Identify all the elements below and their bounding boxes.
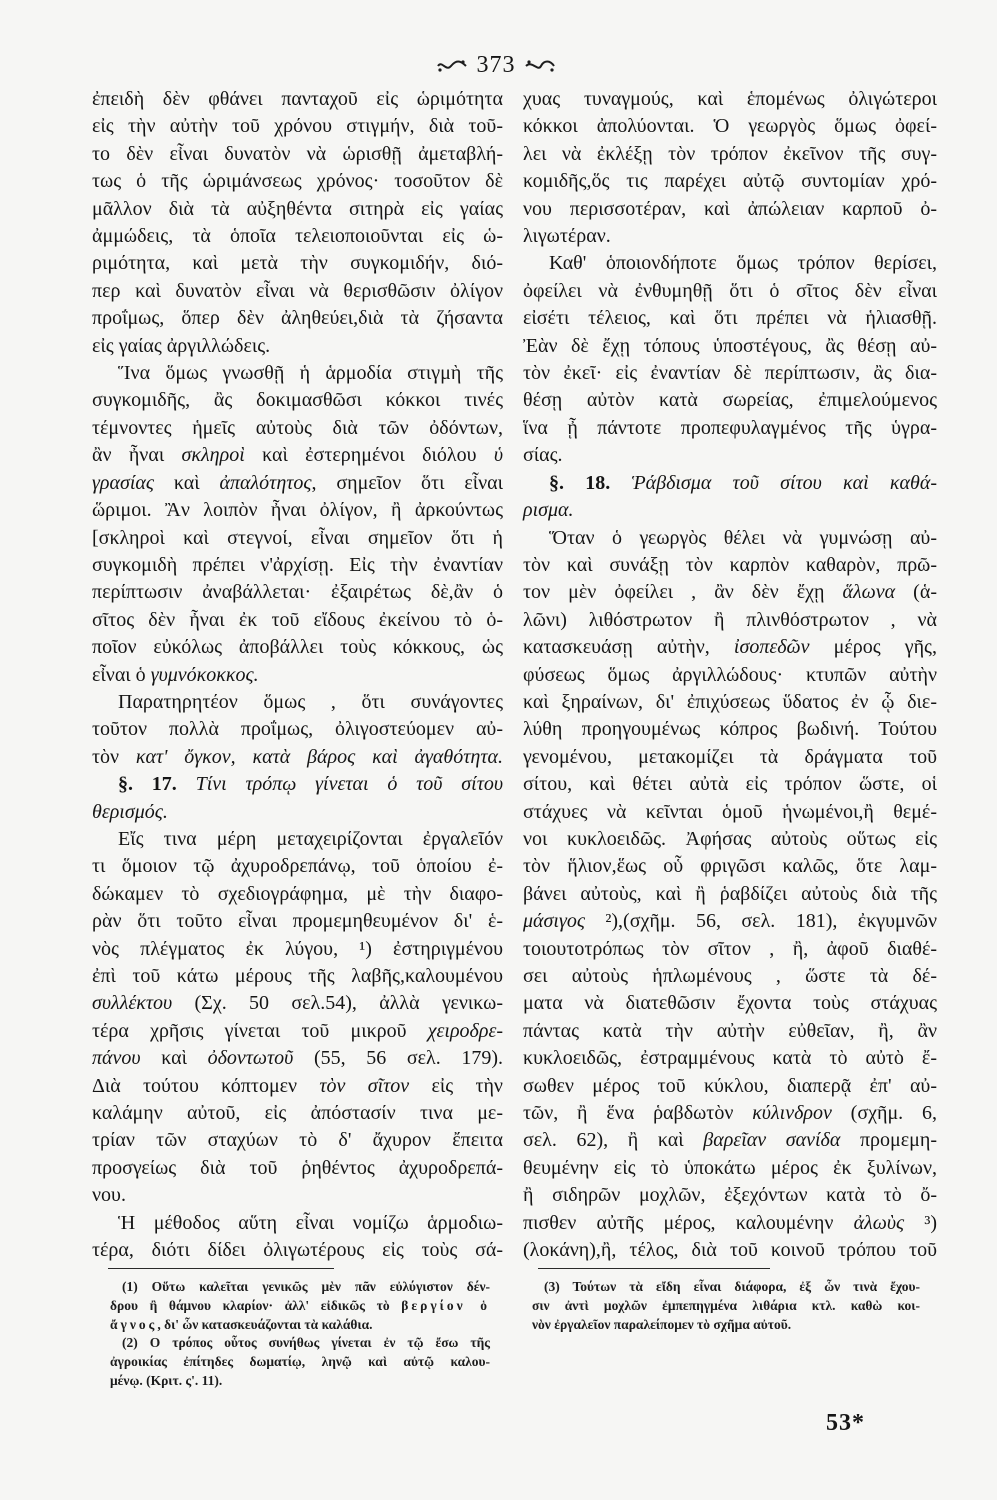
text-segment: το δὲν εἶναι δυνατὸν νὰ ὡρισθῇ ἀμεταβλή- bbox=[92, 142, 503, 165]
italic-text: θερισμός. bbox=[92, 800, 168, 823]
text-segment: (55, 56 σελ. 179). bbox=[293, 1047, 503, 1070]
text-segment: τὸν καὶ συνάξῃ τὸν καρπὸν καθαρὸν, πρῶ- bbox=[523, 553, 937, 576]
spaced-text: ἄγνος bbox=[110, 1316, 158, 1332]
text-segment: φύσεως ὅμως ἀργιλλώδους· κτυπῶν αὐτὴν bbox=[523, 663, 937, 686]
text-line bbox=[92, 86, 503, 113]
text-segment: προσγείως διὰ τοῦ ῥηθέντος ἀχυροδρεπά- bbox=[92, 1156, 503, 1179]
text-line bbox=[92, 415, 503, 442]
text-segment: λύθη προηγουμένως κόπρος βωδινή. Τούτου bbox=[523, 718, 937, 741]
text-line bbox=[523, 497, 937, 524]
italic-text: γρασίας bbox=[92, 471, 155, 494]
italic-text: Ῥάβδισμα τοῦ σίτου καὶ καθά- bbox=[631, 471, 938, 494]
text-line bbox=[92, 497, 503, 524]
text-segment: προΐμως, ὅπερ δὲν ἀληθεύει,διὰ τὰ ζήσαντα bbox=[92, 307, 503, 330]
text-segment: μένῳ. (Κριτ. ς'. 11). bbox=[110, 1372, 223, 1388]
text-line bbox=[523, 662, 937, 689]
page-number: 373 bbox=[476, 52, 516, 78]
ornament-right-icon bbox=[524, 58, 556, 74]
text-segment: (σχῆμ. 6, bbox=[831, 1102, 937, 1125]
text-line bbox=[92, 1155, 503, 1182]
text-segment: περίπτωσιν ἀναβάλλεται· ἐξαιρέτως δὲ,ἂν ὁ bbox=[92, 581, 503, 604]
text-line bbox=[523, 278, 937, 305]
text-segment: τέρα χρῆσις γίνεται τοῦ μικροῦ bbox=[92, 1019, 428, 1042]
text-segment: Ἵνα ὅμως γνωσθῇ ἡ ἁρμοδία στιγμὴ τῆς bbox=[118, 362, 503, 385]
text-line bbox=[523, 771, 937, 798]
text-segment: καὶ ἐστερημένοι διόλου bbox=[244, 444, 494, 467]
text-line bbox=[92, 387, 503, 414]
text-segment: τέρα, διότι δίδει ὀλιγωτέρους εἰς τοὺς σά- bbox=[92, 1239, 503, 1262]
italic-text: χειροδρε- bbox=[427, 1019, 503, 1042]
text-line bbox=[523, 333, 937, 360]
text-segment: κυκλοειδῶς, ἐστραμμένους κατὰ τὸ αὐτὸ ἔ- bbox=[523, 1047, 937, 1070]
text-segment: χυας τυναγμούς, καὶ ἑπομένως ὀλιγώτεροι bbox=[523, 88, 937, 110]
text-line bbox=[523, 634, 937, 661]
text-segment: (3) Τούτων τὰ εἴδη εἶναι διάφορα, ἐξ ὧν τινὰ ἔχου- bbox=[544, 1279, 920, 1294]
text-segment: Διὰ τούτου κόπτομεν bbox=[92, 1074, 320, 1097]
text-segment: θέσῃ αὐτὸν κατὰ σωρείας, ἐπιμελούμενος bbox=[523, 389, 937, 412]
bold-text: §. 18. bbox=[549, 471, 611, 494]
text-line bbox=[523, 525, 937, 552]
text-segment: νου. bbox=[92, 1184, 126, 1207]
text-line bbox=[92, 662, 503, 689]
text-segment: καὶ bbox=[154, 471, 220, 494]
text-line bbox=[92, 799, 503, 826]
text-segment: βάνει αὐτοὺς, καὶ ἢ ῥαβδίζει αὐτοὺς διὰ τῆς bbox=[523, 882, 937, 905]
text-line bbox=[523, 579, 937, 606]
footnotes-left bbox=[110, 1278, 490, 1391]
text-line bbox=[523, 1210, 937, 1237]
signature-mark: 53* bbox=[826, 1410, 865, 1436]
text-segment: ἀμμώδεις, τὰ ὁποῖα τελειοποιοῦνται εἰς ὡ- bbox=[92, 225, 503, 248]
text-line bbox=[523, 168, 937, 195]
bold-text: §. 17. bbox=[118, 773, 177, 796]
text-line bbox=[523, 881, 937, 908]
text-line bbox=[92, 360, 503, 387]
text-segment: Ἡ μέθοδος αὕτη εἶναι νομίζω ἁρμοδιω- bbox=[118, 1211, 503, 1234]
text-line bbox=[523, 1018, 937, 1045]
text-line bbox=[92, 579, 503, 606]
text-segment: σωθεν μέρος τοῦ κύκλου, διαπερᾷ ἐπ' αὐ- bbox=[523, 1074, 937, 1097]
text-line bbox=[92, 689, 503, 716]
text-line bbox=[523, 799, 937, 826]
italic-text: κατ' ὄγκον, κατὰ βάρος καὶ ἀγαθότητα. bbox=[135, 745, 503, 768]
text-segment: γενομένου, μετακομίζει τὰ δράγματα τοῦ bbox=[523, 745, 937, 768]
text-segment: ριμότητα, καὶ μετὰ τὴν συγκομιδήν, διό- bbox=[92, 252, 503, 275]
text-segment: νὸς πλέγματος ἐκ λύγου, ¹) ἐστηριγμένου bbox=[92, 937, 503, 960]
text-segment: εἰσέτι τέλειος, καὶ ὅτι πρέπει νὰ ἡλιασθῇ. bbox=[523, 307, 937, 330]
italic-text: μάσιγος bbox=[523, 910, 585, 933]
text-line bbox=[92, 1210, 503, 1237]
text-segment: μᾶλλον διὰ τὰ αὐξηθέντα σιτηρὰ εἰς γαίας bbox=[92, 197, 503, 220]
text-line bbox=[523, 387, 937, 414]
italic-text: πάνου bbox=[92, 1047, 141, 1070]
text-line bbox=[92, 470, 503, 497]
text-line bbox=[92, 223, 503, 250]
text-line bbox=[92, 278, 503, 305]
footnote-line bbox=[110, 1372, 490, 1391]
text-segment bbox=[610, 472, 631, 494]
text-line bbox=[92, 141, 503, 168]
text-segment: τως ὁ τῆς ὡριμάνσεως χρόνος· τοσοῦτον δὲ bbox=[92, 170, 503, 193]
text-line bbox=[92, 716, 503, 743]
text-line bbox=[523, 1182, 937, 1209]
text-line bbox=[92, 1045, 503, 1072]
footnote-line bbox=[532, 1278, 920, 1297]
text-segment: λιγωτέραν. bbox=[523, 225, 611, 248]
text-segment: εἰς τὴν αὐτὴν τοῦ χρόνου στιγμήν, διὰ τοῦ- bbox=[92, 115, 503, 138]
text-segment: (ἁ- bbox=[895, 581, 937, 604]
text-line bbox=[92, 525, 503, 552]
text-segment: ποῖον εὐκόλως ἀποβάλλει τοὺς κόκκους, ὡς bbox=[92, 636, 503, 659]
right-column bbox=[523, 86, 937, 1264]
text-line bbox=[523, 305, 937, 332]
text-line bbox=[92, 963, 503, 990]
text-line bbox=[523, 1100, 937, 1127]
text-segment: κατασκευάσῃ αὐτὴν, bbox=[523, 636, 734, 659]
text-line bbox=[523, 744, 937, 771]
text-segment: στάχυες νὰ κεῖνται ὁμοῦ ἡνωμένοι,ἢ θεμέ- bbox=[523, 800, 937, 823]
text-segment: δώκαμεν τὸ σχεδιογράφημα, μὲ τὴν διαφο- bbox=[92, 882, 503, 905]
text-segment: [σκληροὶ καὶ στεγνοί, εἶναι σημεῖον ὅτι ἡ bbox=[92, 526, 503, 549]
text-line bbox=[92, 607, 503, 634]
text-segment: Εἴς τινα μέρη μεταχειρίζονται ἐργαλεῖόν bbox=[118, 827, 503, 850]
footnote-rule-right bbox=[538, 1268, 770, 1269]
text-line bbox=[92, 936, 503, 963]
text-line bbox=[523, 470, 937, 497]
text-line bbox=[523, 1127, 937, 1154]
text-segment: ἵνα ᾖ πάντοτε προπεφυλαγμένος τῆς ὑγρα- bbox=[523, 416, 937, 439]
text-segment: τὸν ἐκεῖ· εἰς ἐναντίαν δὲ περίπτωσιν, ἂς δια- bbox=[523, 362, 937, 385]
text-line bbox=[92, 908, 503, 935]
text-line bbox=[523, 196, 937, 223]
text-segment: εἰς γαίας ἀργιλλώδεις. bbox=[92, 334, 271, 357]
text-line bbox=[92, 634, 503, 661]
text-line bbox=[523, 360, 937, 387]
text-line bbox=[523, 990, 937, 1017]
text-segment: σῖτος δὲν ἦναι ἐκ τοῦ εἴδους ἐκείνου τὸ ὁ- bbox=[92, 608, 503, 631]
text-line bbox=[523, 607, 937, 634]
text-segment: συγκομιδῆς, ἂς δοκιμασθῶσι κόκκοι τινές bbox=[92, 389, 503, 412]
text-segment: , δι' ὧν κατασκευάζονται τὰ καλάθια. bbox=[157, 1316, 373, 1332]
text-segment: μέρος γῆς, bbox=[809, 636, 937, 659]
text-segment: ὥριμοι. Ἂν λοιπὸν ἦναι ὀλίγον, ἢ ἀρκούντως bbox=[92, 499, 503, 522]
text-segment: (Σχ. 50 σελ.54), ἀλλὰ γενικω- bbox=[172, 992, 503, 1015]
text-line bbox=[92, 853, 503, 880]
text-line bbox=[523, 716, 937, 743]
text-line bbox=[92, 990, 503, 1017]
text-line bbox=[523, 113, 937, 140]
text-line bbox=[523, 141, 937, 168]
text-segment: ἐπειδὴ δὲν φθάνει πανταχοῦ εἰς ὡριμότητα bbox=[92, 88, 503, 110]
text-segment: καὶ bbox=[140, 1047, 208, 1070]
italic-text: ὑ bbox=[493, 444, 504, 467]
footnote-line bbox=[532, 1316, 920, 1335]
ornament-left-icon bbox=[436, 58, 468, 74]
footnote-line bbox=[110, 1316, 490, 1335]
text-line bbox=[523, 552, 937, 579]
text-segment: τῶν, ἢ ἕνα ῥαβδωτὸν bbox=[523, 1102, 753, 1125]
text-segment: ³) bbox=[904, 1211, 937, 1234]
text-segment: τέμνοντες ἡμεῖς αὐτοὺς διὰ τῶν ὀδόντων, bbox=[92, 416, 503, 439]
spaced-text: βεργίον ὁ bbox=[401, 1297, 490, 1313]
text-segment: ἀγροικίας ἐπίτηδες δωματίῳ, ληνῷ καὶ αὐτῷ καλου- bbox=[110, 1354, 490, 1370]
text-line bbox=[523, 442, 937, 469]
text-line bbox=[92, 333, 503, 360]
text-segment bbox=[177, 773, 196, 795]
text-segment: νου περισσοτέραν, καὶ ἀπώλειαν καρποῦ ὀ- bbox=[523, 197, 937, 220]
footnote-line bbox=[532, 1297, 920, 1316]
text-segment: Παρατηρητέον ὅμως , ὅτι συνάγοντες bbox=[118, 690, 503, 713]
italic-text: ρισμα. bbox=[523, 499, 574, 522]
text-segment: ματα νὰ διατεθῶσιν ἔχοντα τοὺς στάχυας bbox=[523, 992, 937, 1015]
italic-text: ἅλωνα bbox=[842, 581, 896, 604]
text-segment: καὶ ξηραίνων, δι' ἐπιχύσεως ὕδατος ἐν ᾧ διε- bbox=[523, 690, 937, 713]
text-segment: , σημεῖον ὅτι εἶναι bbox=[311, 471, 503, 494]
text-segment: (2) Ο τρόπος οὗτος συνήθως γίνεται ἐν τῷ ἔσω τῆς bbox=[122, 1335, 490, 1351]
text-segment: τὸν ἥλιον,ἕως οὗ φριγῶσι καλῶς, ὅτε λαμ- bbox=[523, 855, 937, 878]
text-segment: τοιουτοτρόπως τὸν σῖτον , ἢ, ἀφοῦ διαθέ- bbox=[523, 937, 937, 960]
italic-text: ὀδοντωτοῦ bbox=[207, 1047, 294, 1070]
text-line bbox=[523, 853, 937, 880]
text-segment: ρὰν ὅτι τοῦτο εἶναι προμεμηθευμένον δι' ἑ- bbox=[92, 910, 503, 933]
footnote-line bbox=[110, 1278, 490, 1297]
text-segment: (λοκάνη),ἢ, τέλος, διὰ τοῦ κοινοῦ τρόπου τοῦ bbox=[523, 1239, 937, 1262]
text-line bbox=[92, 168, 503, 195]
text-line bbox=[523, 826, 937, 853]
footnote-line bbox=[110, 1353, 490, 1372]
text-line bbox=[92, 250, 503, 277]
text-segment: σελ. 62), ἢ καὶ bbox=[523, 1129, 704, 1152]
text-line bbox=[523, 936, 937, 963]
italic-text: σκληροὶ bbox=[181, 444, 245, 467]
text-segment: νὸν ἐργαλεῖον παραλείπομεν τὸ σχῆμα αὐτοῦ. bbox=[532, 1316, 792, 1332]
text-line bbox=[523, 689, 937, 716]
text-segment: θευμένην εἰς τὸ ὑποκάτω μέρος ἐκ ξυλίνων, bbox=[523, 1156, 937, 1179]
text-segment: καλάμην αὐτοῦ, εἰς ἀπόστασίν τινα με- bbox=[92, 1102, 503, 1125]
text-line bbox=[92, 744, 503, 771]
italic-text: ἀπαλότητος bbox=[219, 471, 312, 494]
text-line bbox=[92, 305, 503, 332]
text-line bbox=[92, 1073, 503, 1100]
text-segment: κομιδῆς,ὅς τις παρέχει αὐτῷ συντομίαν χρό- bbox=[523, 170, 937, 193]
text-segment: λῶνι) λιθόστρωτον ἢ πλινθόστρωτον , νὰ bbox=[523, 608, 937, 631]
text-segment: περ καὶ δυνατὸν εἶναι νὰ θερισθῶσιν ὀλίγον bbox=[92, 279, 503, 302]
italic-text: ἰσοπεδῶν bbox=[733, 636, 810, 659]
footnote-line bbox=[110, 1334, 490, 1353]
footnotes-right bbox=[532, 1278, 920, 1334]
text-segment: ²),(σχῆμ. 56, σελ. 181), ἐκγυμνῶν bbox=[584, 910, 937, 933]
text-line bbox=[523, 86, 937, 113]
text-segment: τοῦτον πολλὰ προΐμως, ὀλιγοστεύομεν αὐ- bbox=[92, 718, 503, 741]
text-segment: Καθ' ὁποιονδήποτε ὅμως τρόπον θερίσει, bbox=[549, 252, 937, 275]
italic-text: ἀλωὺς bbox=[853, 1211, 905, 1234]
text-line bbox=[92, 1100, 503, 1127]
text-line bbox=[92, 826, 503, 853]
text-line bbox=[523, 908, 937, 935]
text-segment: ἂν ἦναι bbox=[92, 444, 182, 467]
text-segment: νοι κυκλοειδῶς. Ἀφήσας αὐτοὺς οὕτως εἰς bbox=[523, 827, 937, 850]
text-segment: (1) Οὕτω καλεῖται γενικῶς μὲν πᾶν εὐλύγιστον δέν- bbox=[122, 1279, 490, 1294]
italic-text: κύλινδρον bbox=[752, 1102, 832, 1125]
text-line bbox=[92, 442, 503, 469]
text-line bbox=[523, 1155, 937, 1182]
text-line bbox=[92, 881, 503, 908]
text-segment: τον μὲν ὀφείλει , ἂν δὲν ἔχῃ bbox=[523, 581, 843, 604]
text-segment: ἐπὶ τοῦ κάτω μέρους τῆς λαβῆς,καλουμένου bbox=[92, 965, 503, 987]
text-segment: σει αὐτοὺς ἡπλωμένους , ὥστε τὰ δέ- bbox=[523, 965, 937, 987]
text-segment: σίτου, καὶ θέτει αὐτὰ εἰς τρόπον ὥστε, οἱ bbox=[523, 773, 937, 796]
text-segment: εἶναι ὁ bbox=[92, 663, 151, 686]
text-segment: τὸν bbox=[92, 745, 136, 768]
text-segment: προμεμη- bbox=[840, 1129, 938, 1152]
text-line bbox=[92, 1237, 503, 1264]
italic-text: συλλέκτου bbox=[92, 992, 173, 1015]
text-line bbox=[92, 771, 503, 798]
footnote-rule-left bbox=[108, 1268, 334, 1269]
text-line bbox=[92, 113, 503, 140]
text-line bbox=[92, 1127, 503, 1154]
text-segment: σιν ἀντὶ μοχλῶν ἐμπεπηγμένα λιθάρια κτλ. καθὼ κοι- bbox=[532, 1297, 920, 1313]
text-segment: πάντας κατὰ τὴν αὐτὴν εὐθεῖαν, ἢ, ἂν bbox=[523, 1019, 937, 1042]
text-segment: πισθεν αὐτῆς μέρος, καλουμένην bbox=[523, 1211, 854, 1234]
italic-text: βαρεῖαν σανίδα bbox=[703, 1129, 841, 1152]
text-segment: κόκκοι ἀπολύονται. Ὁ γεωργὸς ὅμως ὀφεί- bbox=[523, 115, 937, 138]
text-segment: συγκομιδὴ πρέπει ν'ἀρχίσῃ. Εἰς τὴν ἐναντίαν bbox=[92, 553, 503, 576]
text-segment: Ἐὰν δὲ ἔχῃ τόπους ὑποστέγους, ἂς θέσῃ αὐ- bbox=[523, 334, 937, 357]
text-line bbox=[92, 1182, 503, 1209]
text-segment: εἰς τὴν bbox=[409, 1074, 503, 1097]
text-segment: ἢ σιδηρῶν μοχλῶν, ἐξεχόντων κατὰ τὸ ὄ- bbox=[523, 1184, 937, 1207]
text-segment: Ὅταν ὁ γεωργὸς θέλει νὰ γυμνώσῃ αὐ- bbox=[549, 526, 937, 549]
text-line bbox=[92, 552, 503, 579]
text-segment: σίας. bbox=[523, 444, 563, 467]
text-segment: λει νὰ ἐκλέξῃ τὸν τρόπον ἐκεῖνον τῆς συγ- bbox=[523, 142, 937, 165]
text-segment: ὀφείλει νὰ ἐνθυμηθῇ ὅτι ὁ σῖτος δὲν εἶναι bbox=[523, 279, 937, 302]
text-line bbox=[523, 1073, 937, 1100]
text-line bbox=[92, 196, 503, 223]
text-line bbox=[523, 1045, 937, 1072]
text-line bbox=[523, 1237, 937, 1264]
text-line bbox=[92, 1018, 503, 1045]
italic-text: Τίνι τρόπῳ γίνεται ὁ τοῦ σίτου bbox=[195, 773, 504, 796]
text-line bbox=[523, 415, 937, 442]
text-line bbox=[523, 223, 937, 250]
text-line bbox=[523, 963, 937, 990]
italic-text: γυμνόκοκκος. bbox=[150, 663, 259, 686]
left-column bbox=[92, 86, 503, 1264]
footnote-line bbox=[110, 1297, 490, 1316]
text-segment: τρίαν τῶν σταχύων τὸ δ' ἄχυρον ἔπειτα bbox=[92, 1129, 503, 1152]
text-segment: τι ὅμοιον τῷ ἀχυροδρεπάνῳ, τοῦ ὁποίου ἐ- bbox=[92, 855, 503, 878]
text-segment: δρου ἢ θάμνου κλαρίον· ἀλλ' εἰδικῶς τὸ bbox=[110, 1297, 402, 1313]
text-line bbox=[523, 250, 937, 277]
italic-text: τὸν σῖτον bbox=[319, 1074, 410, 1097]
